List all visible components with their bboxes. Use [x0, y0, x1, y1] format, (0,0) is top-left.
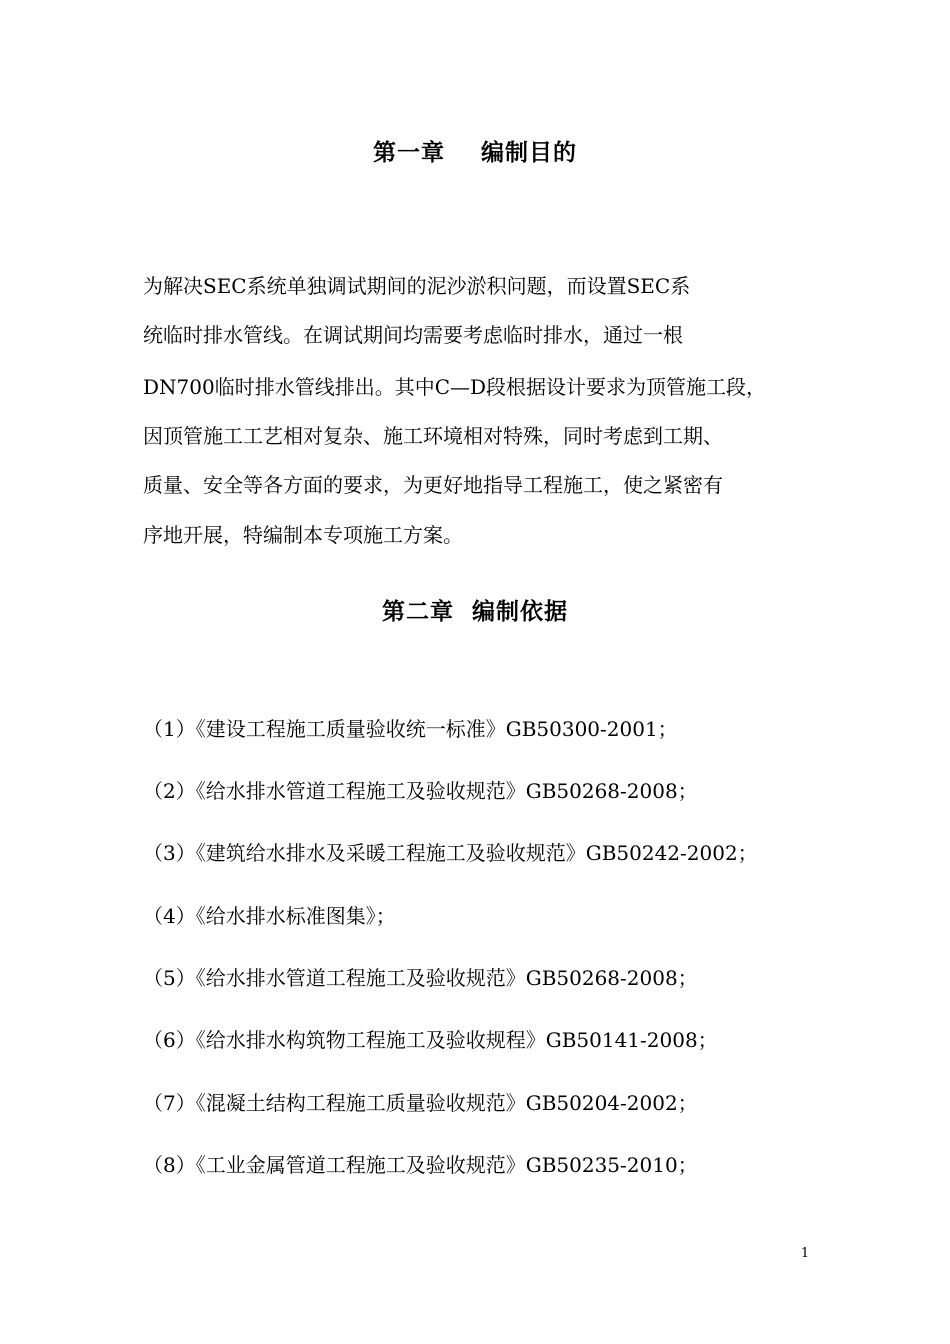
chapter-2-title: 第二章 编制依据	[381, 598, 568, 625]
reference-item: （8）《工业金属管道工程施工及验收规范》GB50235-2010；	[143, 1153, 698, 1177]
reference-item: （2）《给水排水管道工程施工及验收规范》GB50268-2008；	[143, 779, 698, 803]
paragraph-line: 统临时排水管线。在调试期间均需要考虑临时排水，通过一根	[143, 323, 683, 347]
paragraph-line: 序地开展，特编制本专项施工方案。	[143, 523, 463, 547]
paragraph-line: 因顶管施工工艺相对复杂、施工环境相对特殊，同时考虑到工期、	[143, 424, 723, 448]
reference-item: （3）《建筑给水排水及采暖工程施工及验收规范》GB50242-2002；	[143, 841, 758, 865]
reference-item: （1）《建设工程施工质量验收统一标准》GB50300-2001；	[143, 717, 678, 741]
reference-item: （4）《给水排水标准图集》；	[143, 904, 396, 928]
reference-item: （5）《给水排水管道工程施工及验收规范》GB50268-2008；	[143, 966, 698, 990]
paragraph-line: 质量、安全等各方面的要求，为更好地指导工程施工，使之紧密有	[143, 473, 723, 497]
chapter-1-title: 第一章 编制目的	[372, 139, 578, 166]
page-number: 1	[800, 1246, 810, 1261]
reference-item: （6）《给水排水构筑物工程施工及验收规程》GB50141-2008；	[143, 1028, 718, 1052]
reference-item: （7）《混凝土结构工程施工质量验收规范》GB50204-2002；	[143, 1091, 698, 1115]
paragraph-line: 为解决SEC系统单独调试期间的泥沙淤积问题，而设置SEC系	[143, 274, 691, 298]
paragraph-line: DN700临时排水管线排出。其中C—D段根据设计要求为顶管施工段，	[143, 375, 767, 399]
